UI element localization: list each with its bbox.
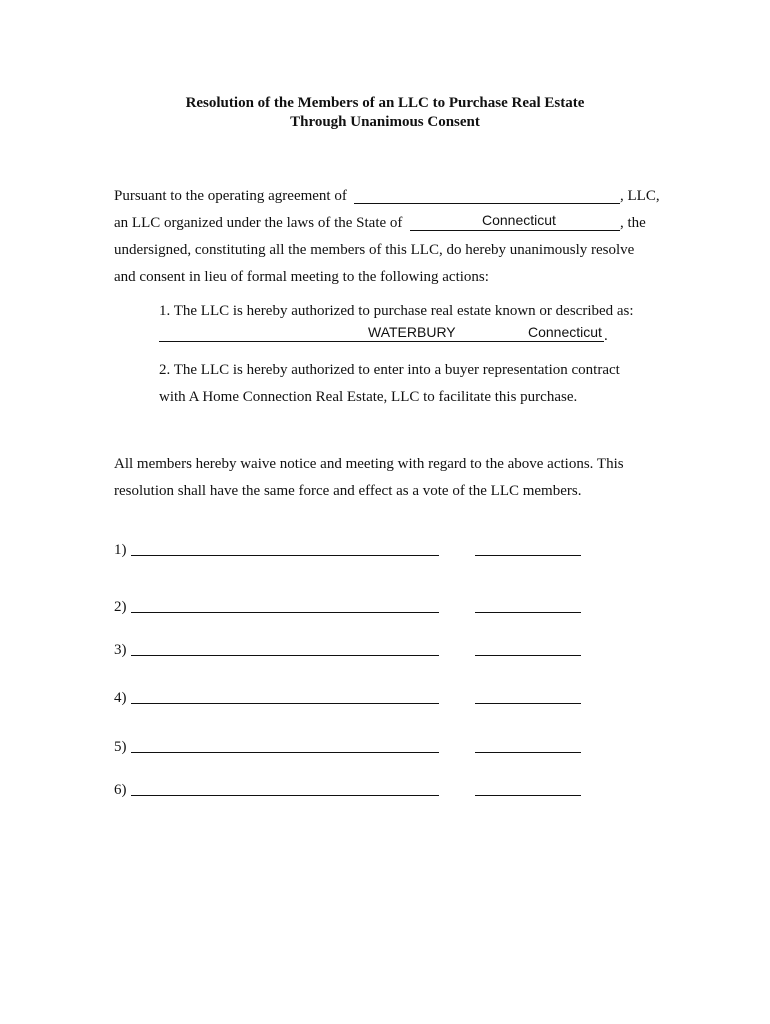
signature-line[interactable] <box>131 555 439 556</box>
date-line[interactable] <box>475 655 581 656</box>
signature-label: 6) <box>114 782 127 798</box>
property-state-value: Connecticut <box>528 324 602 340</box>
signature-label: 5) <box>114 739 127 755</box>
date-line[interactable] <box>475 703 581 704</box>
item1-text: 1. The LLC is hereby authorized to purchase real estate known or described as: <box>159 303 634 319</box>
date-line[interactable] <box>475 752 581 753</box>
item2-line2: with A Home Connection Real Estate, LLC to facilitate this purchase. <box>159 389 578 405</box>
date-line[interactable] <box>475 795 581 796</box>
signature-line[interactable] <box>131 655 439 656</box>
signature-line[interactable] <box>131 752 439 753</box>
para1-line2-suffix: , the <box>620 215 646 231</box>
para2-line1: All members hereby waive notice and meeting with regard to the above actions. This <box>114 456 624 472</box>
signature-label: 1) <box>114 542 127 558</box>
para1-line4: and consent in lieu of formal meeting to the following actions: <box>114 269 489 285</box>
signature-line[interactable] <box>131 703 439 704</box>
signature-line[interactable] <box>131 612 439 613</box>
para2-line2: resolution shall have the same force and effect as a vote of the LLC members. <box>114 483 582 499</box>
date-line[interactable] <box>475 612 581 613</box>
signature-line[interactable] <box>131 795 439 796</box>
signature-label: 3) <box>114 642 127 658</box>
state-value: Connecticut <box>482 212 556 228</box>
date-line[interactable] <box>475 555 581 556</box>
document-title: Resolution of the Members of an LLC to Purchase Real Estate <box>185 95 585 111</box>
state-field[interactable] <box>410 230 620 231</box>
property-city-value: WATERBURY <box>368 324 456 340</box>
item2-line1: 2. The LLC is hereby authorized to enter into a buyer representation contract <box>159 362 620 378</box>
document-subtitle: Through Unanimous Consent <box>290 114 480 130</box>
signature-label: 2) <box>114 599 127 615</box>
para1-line3: undersigned, constituting all the members of this LLC, do hereby unanimously resolve <box>114 242 635 258</box>
para1-line1-prefix: Pursuant to the operating agreement of <box>114 188 347 204</box>
para1-line2-prefix: an LLC organized under the laws of the State of <box>114 215 403 231</box>
para1-line1-suffix: , LLC, <box>620 188 660 204</box>
llc-name-field[interactable] <box>354 203 620 204</box>
signature-label: 4) <box>114 690 127 706</box>
item1-period: . <box>604 328 608 344</box>
property-description-field[interactable] <box>159 341 604 342</box>
